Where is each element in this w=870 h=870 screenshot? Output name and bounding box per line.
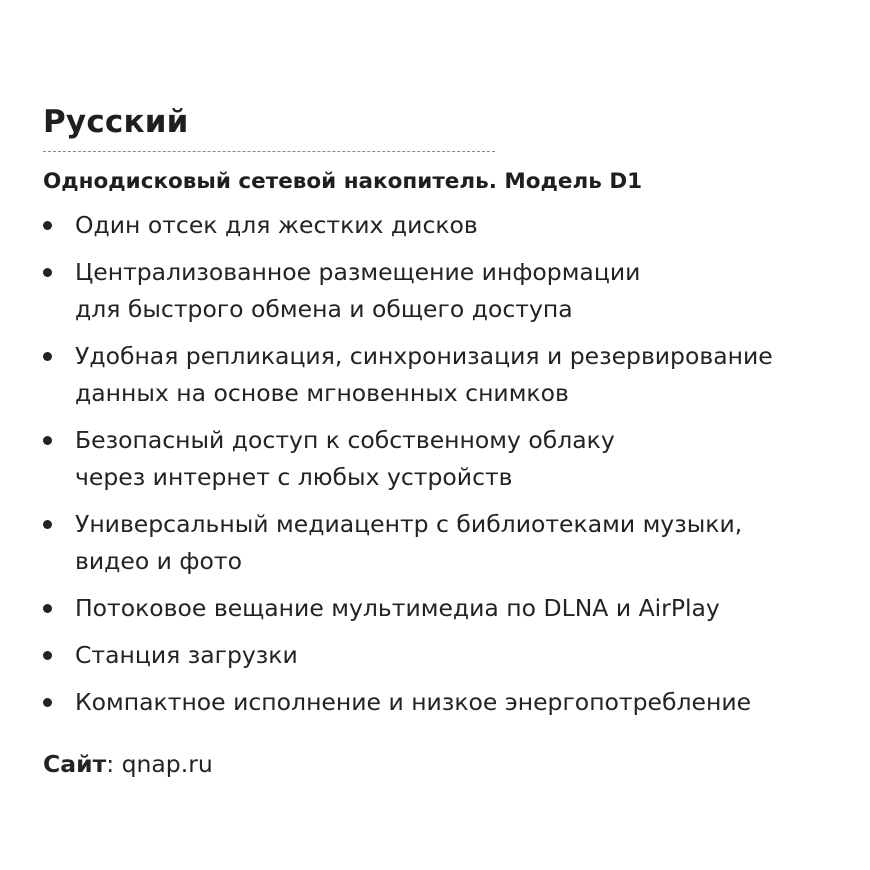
- feature-line: Удобная репликация, синхронизация и резервирование: [75, 342, 773, 370]
- feature-line: Безопасный доступ к собственному облаку: [75, 426, 615, 454]
- bullet-icon: [43, 520, 52, 529]
- feature-line: Станция загрузки: [75, 641, 298, 669]
- feature-item: [43, 254, 843, 328]
- feature-line: через интернет с любых устройств: [75, 463, 513, 491]
- feature-item: [43, 684, 843, 721]
- feature-item: [43, 207, 843, 244]
- bullet-icon: [43, 436, 52, 445]
- feature-item: [43, 506, 843, 580]
- feature-item: [43, 590, 843, 627]
- feature-item: [43, 422, 843, 496]
- dashed-divider: [43, 151, 495, 152]
- feature-line: Централизованное размещение информации: [75, 258, 641, 286]
- language-title: Русский: [43, 104, 189, 140]
- website-line: [43, 746, 213, 783]
- bullet-icon: [43, 604, 52, 613]
- bullet-icon: [43, 651, 52, 660]
- feature-item: [43, 338, 843, 412]
- feature-item: [43, 637, 843, 674]
- website-label: Сайт: [43, 750, 107, 778]
- feature-line: Один отсек для жестких дисков: [75, 211, 478, 239]
- product-title: Однодисковый сетевой накопитель. Модель D1: [43, 169, 643, 194]
- bullet-icon: [43, 352, 52, 361]
- feature-line: видео и фото: [75, 547, 242, 575]
- bullet-icon: [43, 268, 52, 277]
- feature-line: для быстрого обмена и общего доступа: [75, 295, 573, 323]
- feature-line: Универсальный медиацентр с библиотеками музыки,: [75, 510, 743, 538]
- bullet-icon: [43, 698, 52, 707]
- website-separator: :: [106, 750, 122, 778]
- feature-list: [43, 207, 843, 731]
- feature-line: Компактное исполнение и низкое энергопотребление: [75, 688, 752, 716]
- feature-line: данных на основе мгновенных снимков: [75, 379, 569, 407]
- website-link[interactable]: qnap.ru: [121, 750, 213, 778]
- feature-line: Потоковое вещание мультимедиа по DLNA и AirPlay: [75, 594, 720, 622]
- bullet-icon: [43, 221, 52, 230]
